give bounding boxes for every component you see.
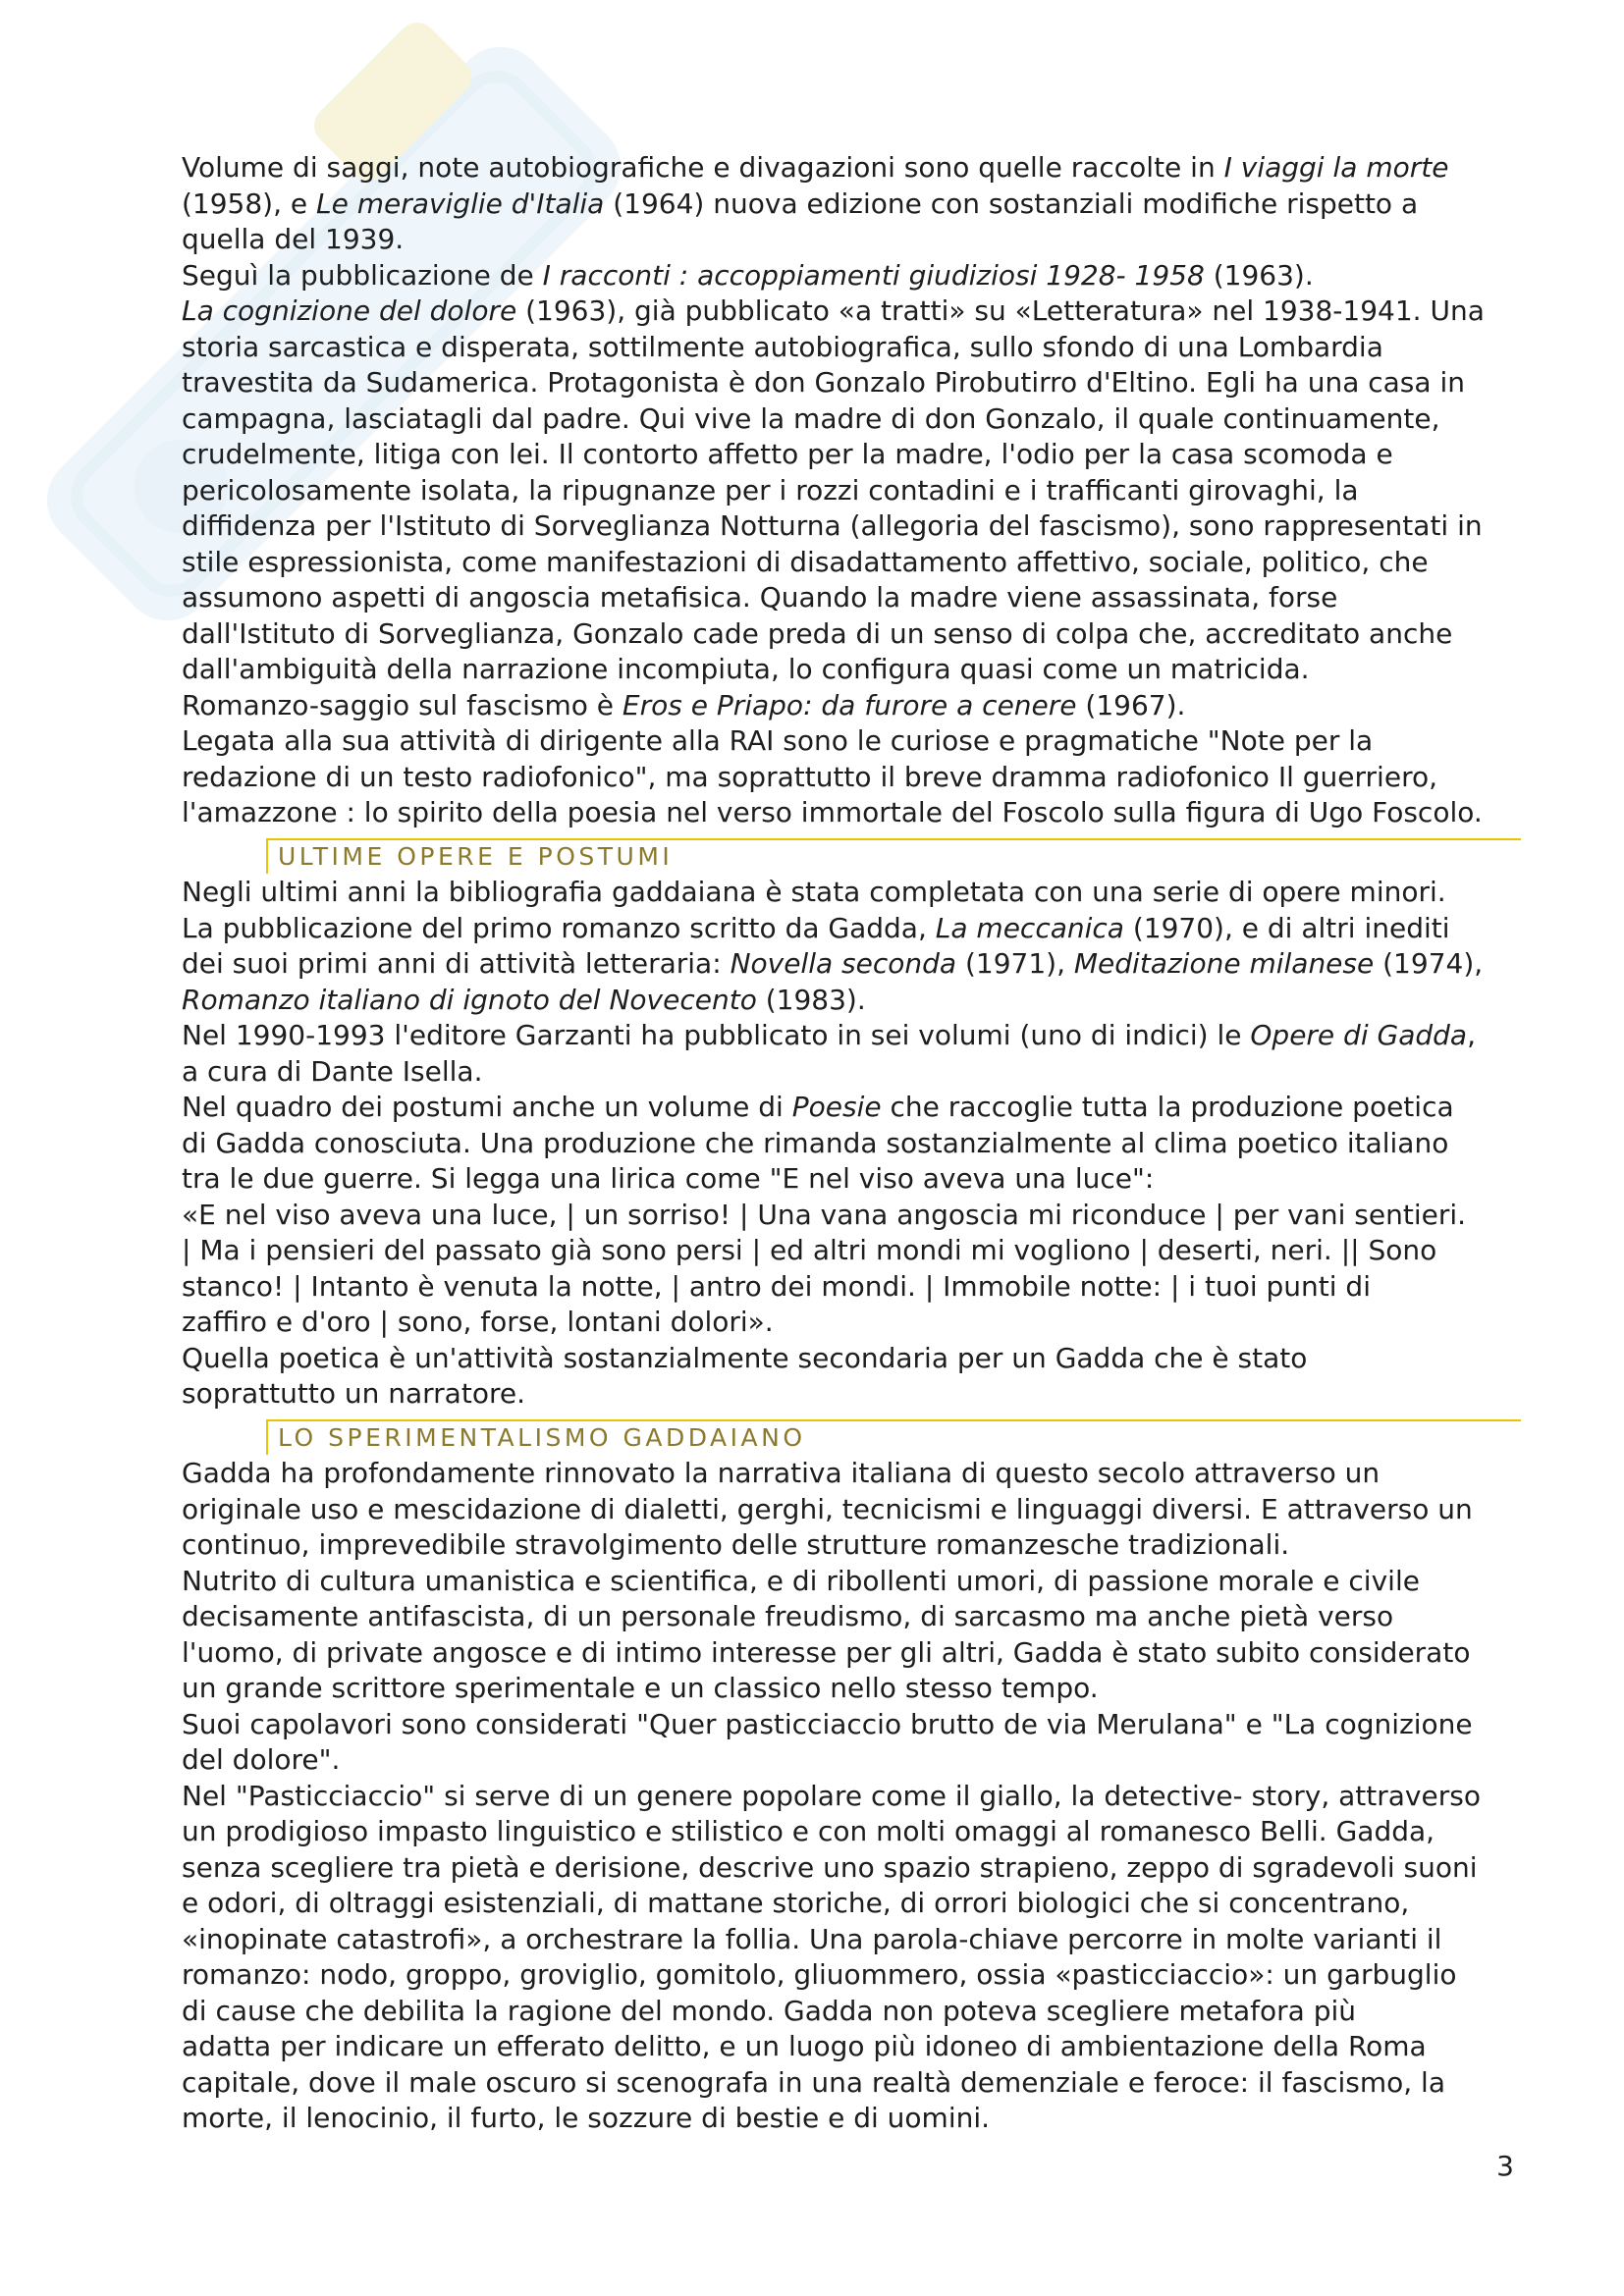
text-line: [182, 616, 1527, 653]
text-line: [182, 1198, 1527, 1234]
text-line: [182, 545, 1527, 581]
text-line: [182, 946, 1527, 983]
text-line: [182, 473, 1527, 509]
text-run: l'uomo, di private angosce e di intimo interesse per gli altri, Gadda è stato subito considerato: [182, 1635, 1471, 1669]
text-line: [182, 2065, 1527, 2102]
text-run: travestita da Sudamerica. Protagonista è don Gonzalo Pirobutirro d'Eltino. Egli ha una casa in: [182, 366, 1465, 399]
text-run: quella del 1939.: [182, 223, 405, 255]
text-run: Suoi capolavori sono considerati "Quer pasticciaccio brutto de via Merulana" e "La cognizione: [182, 1707, 1473, 1740]
text-line: [182, 1527, 1527, 1564]
text-run: decisamente antifascista, di un personale freudismo, di sarcasmo ma anche pietà verso: [182, 1600, 1394, 1632]
text-line: [182, 365, 1527, 401]
text-line: [182, 795, 1527, 831]
text-line: [182, 688, 1527, 724]
text-line: [182, 187, 1527, 223]
text-block: [182, 150, 1527, 831]
text-line: [182, 1886, 1527, 1922]
text-run: di cause che debilita la ragione del mondo. Gadda non poteva scegliere metafora più: [182, 1994, 1357, 2027]
text-line: [182, 1456, 1527, 1492]
text-line: [182, 2101, 1527, 2137]
text-run: dei suoi primi anni di attività letteraria:: [182, 947, 731, 980]
text-run: originale uso e mescidazione di dialetti, gerghi, tecnicismi e linguaggi diversi. E attraverso un: [182, 1492, 1473, 1525]
italic-title: Romanzo italiano di ignoto del Novecento: [182, 983, 757, 1016]
text-run: (1983).: [756, 983, 866, 1016]
text-run: campagna, lasciatagli dal padre. Qui vive la madre di don Gonzalo, il quale continuamente,: [182, 401, 1440, 435]
text-run: (1963), già pubblicato «a tratti» su «Letteratura» nel 1938-1941. Una: [516, 294, 1485, 327]
text-line: [182, 580, 1527, 616]
text-line: [182, 1018, 1527, 1054]
text-line: [182, 1090, 1527, 1126]
text-run: capitale, dove il male oscuro si scenografa in una realtà demenziale e feroce: il fascismo, la: [182, 2065, 1445, 2099]
text-line: [182, 1341, 1527, 1377]
italic-title: I racconti : accoppiamenti giudiziosi 1928- 1958: [542, 258, 1205, 292]
section-heading: ULTIME OPERE E POSTUMI: [266, 838, 1521, 874]
text-run: (1970), e di altri inediti: [1123, 911, 1450, 944]
text-run: di Gadda conosciuta. Una produzione che rimanda sostanzialmente al clima poetico italiano: [182, 1126, 1449, 1159]
text-run: a cura di Dante Isella.: [182, 1054, 483, 1088]
italic-title: Le meraviglie d'Italia: [316, 187, 605, 220]
text-block: [182, 1456, 1527, 2137]
text-run: morte, il lenocinio, il furto, le sozzure di bestie e di uomini.: [182, 2102, 991, 2134]
text-line: [182, 222, 1527, 258]
italic-title: La cognizione del dolore: [182, 294, 517, 327]
text-run: Negli ultimi anni la bibliografia gaddaiana è stata completata con una serie di opere minori.: [182, 876, 1446, 908]
text-line: [182, 911, 1527, 947]
text-run: stile espressionista, come manifestazioni di disadattamento affettivo, sociale, politico, che: [182, 545, 1429, 578]
italic-title: Poesie: [791, 1091, 882, 1123]
text-line: [182, 1671, 1527, 1707]
text-line: [182, 1054, 1527, 1091]
text-line: [182, 652, 1527, 688]
italic-title: Meditazione milanese: [1073, 947, 1375, 980]
text-line: [182, 1742, 1527, 1779]
text-run: tra le due guerre. Si legga una lirica come "E nel viso aveva una luce":: [182, 1162, 1155, 1195]
text-run: pericolosamente isolata, la ripugnanze per i rozzi contadini e i trafficanti girovaghi, la: [182, 473, 1359, 507]
text-run: che raccoglie tutta la produzione poetica: [881, 1091, 1454, 1123]
text-line: [182, 760, 1527, 796]
text-line: [182, 1233, 1527, 1269]
text-run: e odori, di oltraggi esistenziali, di mattane storiche, di orrori biologici che si concentrano,: [182, 1887, 1410, 1919]
text-run: romanzo: nodo, groppo, groviglio, gomitolo, gliuommero, ossia «pasticciaccio»: un garbuglio: [182, 1958, 1457, 1991]
text-run: Nutrito di cultura umanistica e scientifica, e di ribollenti umori, di passione morale e civile: [182, 1564, 1420, 1597]
text-line: [182, 1126, 1527, 1162]
text-line: [182, 1269, 1527, 1306]
text-line: [182, 330, 1527, 366]
text-run: senza scegliere tra pietà e derisione, descrive uno spazio strapieno, zeppo di sgradevoli suoni: [182, 1850, 1478, 1884]
text-line: [182, 1492, 1527, 1528]
text-line: [182, 1994, 1527, 2030]
text-run: Gadda ha profondamente rinnovato la narrativa italiana di questo secolo attraverso un: [182, 1457, 1380, 1489]
text-run: La pubblicazione del primo romanzo scritto da Gadda,: [182, 911, 936, 944]
text-run: del dolore".: [182, 1743, 341, 1776]
text-run: Nel 1990-1993 l'editore Garzanti ha pubblicato in sei volumi (uno di indici) le: [182, 1019, 1251, 1051]
text-run: l'amazzone : lo spirito della poesia nel verso immortale del Foscolo sulla figura di Ugo Foscolo.: [182, 796, 1483, 828]
text-line: [182, 401, 1527, 438]
text-run: Legata alla sua attività di dirigente alla RAI sono le curiose e pragmatiche "Note per la: [182, 724, 1374, 757]
text-line: [182, 1922, 1527, 1958]
italic-title: La meccanica: [935, 911, 1124, 944]
text-run: Nel quadro dei postumi anche un volume di: [182, 1091, 792, 1123]
text-run: Nel "Pasticciaccio" si serve di un genere popolare come il giallo, la detective- story, attraverso: [182, 1779, 1481, 1812]
text-block: [182, 875, 1527, 1413]
text-run: «inopinate catastrofi», a orchestrare la follia. Una parola-chiave percorre in molte varianti il: [182, 1922, 1442, 1955]
text-run: redazione di un testo radiofonico", ma soprattutto il breve dramma radiofonico Il guerriero,: [182, 760, 1437, 793]
text-run: zaffiro e d'oro | sono, forse, lontani dolori».: [182, 1306, 774, 1338]
text-line: [182, 875, 1527, 911]
text-run: soprattutto un narratore.: [182, 1377, 525, 1410]
text-run: (1963).: [1204, 258, 1314, 292]
page-number: 3: [1496, 2150, 1514, 2182]
text-run: Volume di saggi, note autobiografiche e divagazioni sono quelle raccolte in: [182, 151, 1224, 184]
text-line: [182, 1635, 1527, 1672]
text-run: | Ma i pensieri del passato già sono persi | ed altri mondi mi vogliono | deserti, neri. || Sono: [182, 1234, 1437, 1266]
text-run: stanco! | Intanto è venuta la notte, | antro dei mondi. | Immobile notte: | i tuoi punti di: [182, 1269, 1371, 1303]
text-run: continuo, imprevedibile stravolgimento delle strutture romanzesche tradizionali.: [182, 1528, 1290, 1561]
text-run: diffidenza per l'Istituto di Sorveglianza Notturna (allegoria del fascismo), sono rappresentati in: [182, 509, 1483, 542]
text-line: [182, 150, 1527, 187]
document-body: [182, 150, 1527, 2137]
text-line: [182, 294, 1527, 330]
italic-title: Opere di Gadda: [1250, 1019, 1468, 1051]
text-run: Romanzo-saggio sul fascismo è: [182, 688, 623, 721]
text-line: [182, 1161, 1527, 1198]
text-run: un grande scrittore sperimentale e un classico nello stesso tempo.: [182, 1672, 1099, 1704]
italic-title: I viaggi la morte: [1223, 151, 1449, 184]
text-line: [182, 1599, 1527, 1635]
text-run: Seguì la pubblicazione de: [182, 258, 543, 292]
text-run: assumono aspetti di angoscia metafisica. Quando la madre viene assassinata, forse: [182, 581, 1338, 614]
section-heading: LO SPERIMENTALISMO GADDAIANO: [266, 1419, 1521, 1455]
text-run: crudelmente, litiga con lei. Il contorto affetto per la madre, l'odio per la casa scomoda e: [182, 438, 1393, 470]
text-line: [182, 1850, 1527, 1887]
text-line: [182, 258, 1527, 294]
text-run: adatta per indicare un efferato delitto, e un luogo più idoneo di ambientazione della Roma: [182, 2030, 1427, 2062]
text-run: «E nel viso aveva una luce, | un sorriso! | Una vana angoscia mi riconduce | per vani sentieri.: [182, 1198, 1467, 1231]
text-line: [182, 437, 1527, 473]
section-heading-wrapper: [182, 1413, 1527, 1457]
text-run: (1967).: [1076, 688, 1186, 721]
text-line: [182, 1305, 1527, 1341]
text-line: [182, 508, 1527, 545]
text-line: [182, 1779, 1527, 1815]
text-line: [182, 1957, 1527, 1994]
text-run: un prodigioso impasto linguistico e stilistico e con molti omaggi al romanesco Belli. Gadda,: [182, 1815, 1435, 1847]
text-line: [182, 2029, 1527, 2065]
text-line: [182, 723, 1527, 760]
text-run: (1971),: [956, 947, 1074, 980]
text-run: ,: [1467, 1019, 1476, 1051]
section-heading-wrapper: [182, 831, 1527, 876]
text-line: [182, 1376, 1527, 1413]
italic-title: Novella seconda: [730, 947, 957, 980]
text-run: (1964) nuova edizione con sostanziali modifiche rispetto a: [604, 187, 1419, 220]
text-line: [182, 983, 1527, 1019]
text-run: (1974),: [1374, 947, 1484, 980]
text-line: [182, 1814, 1527, 1850]
text-run: dall'Istituto di Sorveglianza, Gonzalo cade preda di un senso di colpa che, accreditato anche: [182, 616, 1453, 650]
italic-title: Eros e Priapo: da furore a cenere: [622, 688, 1077, 721]
text-run: storia sarcastica e disperata, sottilmente autobiografica, sullo sfondo di una Lombardia: [182, 330, 1383, 363]
text-run: dall'ambiguità della narrazione incompiuta, lo configura quasi come un matricida.: [182, 653, 1310, 685]
text-run: Quella poetica è un'attività sostanzialmente secondaria per un Gadda che è stato: [182, 1341, 1308, 1374]
text-line: [182, 1564, 1527, 1600]
text-line: [182, 1707, 1527, 1743]
text-run: (1958), e: [182, 187, 317, 220]
